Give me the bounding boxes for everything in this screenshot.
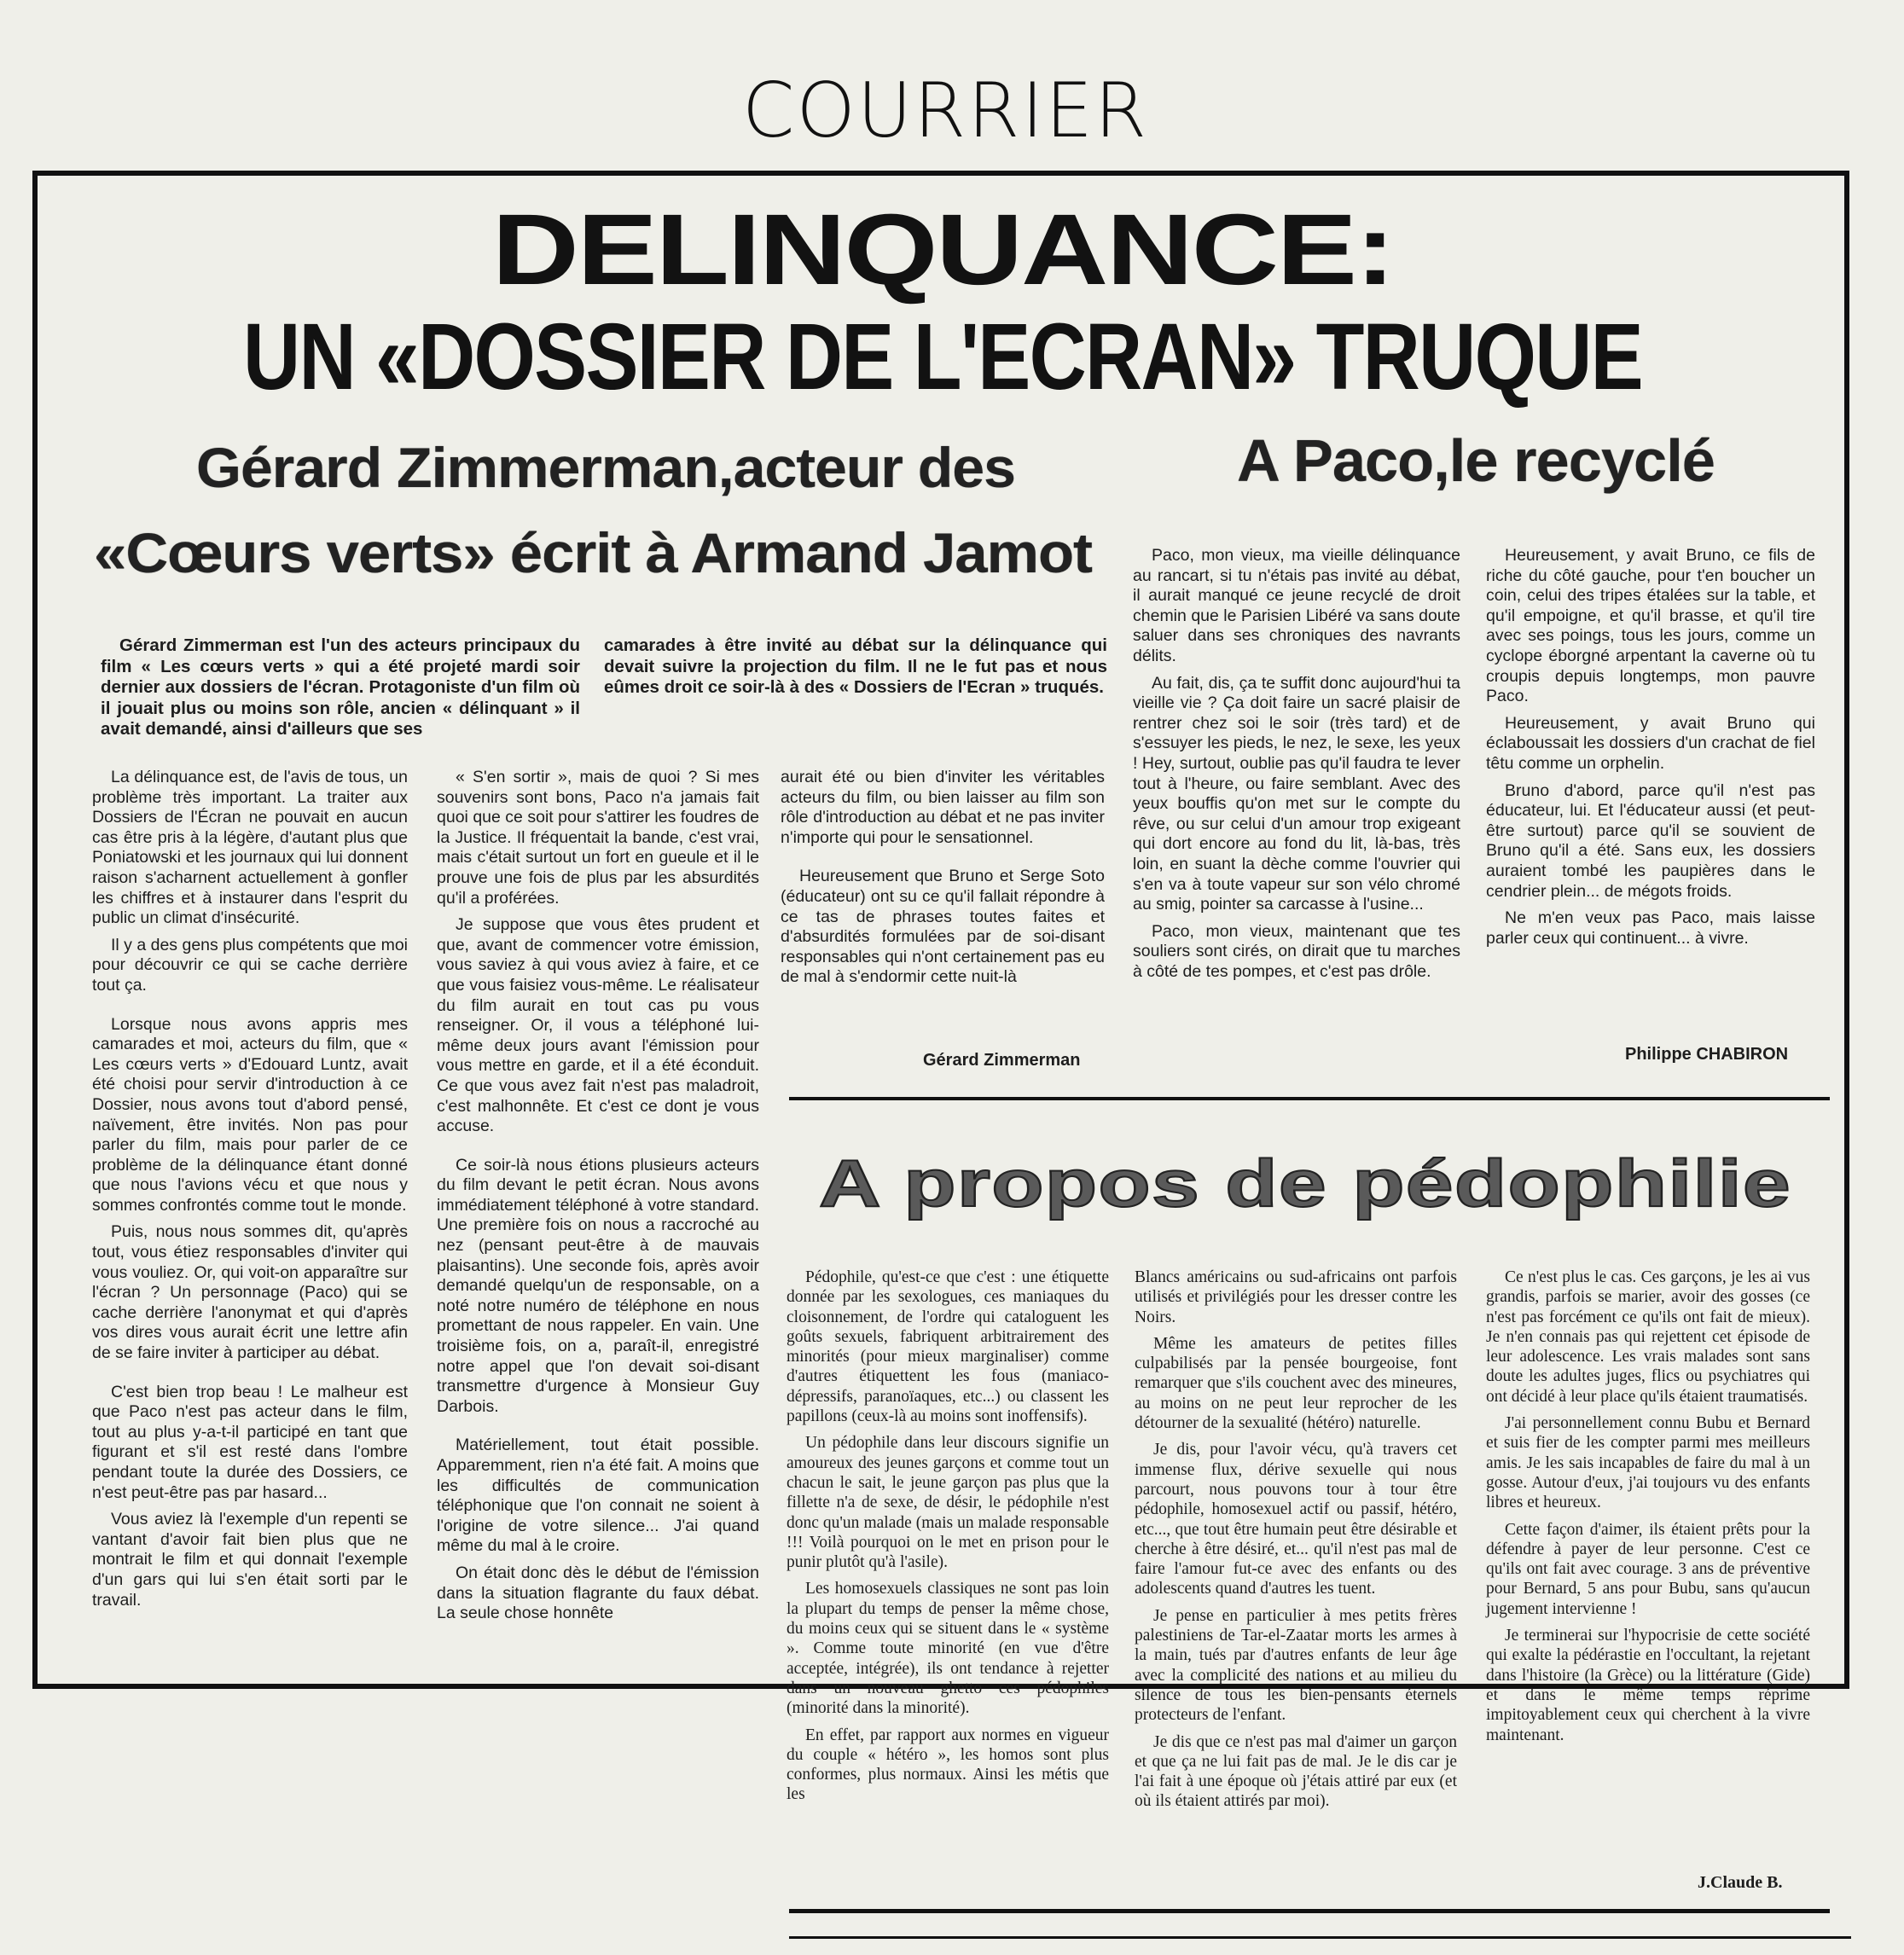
article1-title-line-2: «Cœurs verts» écrit à Armand Jamot [94,521,1092,584]
headline-line-2: UN «DOSSIER DE L'ECRAN» TRUQUE [243,305,1643,409]
paragraph: Même les amateurs de petites filles culpabilisés par la pensée bourgeoise, font remarquer que s'ils couchent avec des mineures, au moins on ne peut leur reprocher de les détourner de la sexualité (hétéro) naturelle. [1135,1334,1457,1433]
next-frame-top [789,1936,1851,1939]
paragraph: Paco, mon vieux, ma vieille délinquance au rancart, si tu n'étais pas invité au débat, il aurait manqué ce jeune recyclé de droit chemin que le Parisien Libéré va sans doute saluer dans ses chroniques des navrants délits. [1133,546,1460,665]
paragraph: Heureusement que Bruno et Serge Soto (éducateur) ont su ce qu'il fallait répondre à ce tas de phrases toutes faites et d'absurdités formulées par de soi-disant responsables qui n'ont certainement pas eu de mal à s'endormir cette nuit-là [781,867,1105,987]
article1-title-line-1: Gérard Zimmerman,acteur des [196,436,1015,499]
article1-lead-col2 [604,635,1107,699]
paragraph: Je terminerai sur l'hypocrisie de cette société qui exalte la pédérastie en l'occultant, la rejetant dans l'histoire (la Grèce) ou la littérature (Gide) et dans le même temps réprime impitoyablement ceux qui cherchent à la vivre maintenant. [1486,1627,1810,1744]
article3-signature: J.Claude B. [1698,1873,1783,1892]
paragraph: J'ai personnellement connu Bubu et Bernard et suis fier de les compter parmi mes meilleurs amis. Je les sais incapables de faire du mal à un gosse. Autour d'eux, j'ai toujours vu des enfants libres et heureux. [1486,1414,1810,1512]
paragraph: Lorsque nous avons appris mes camarades et moi, acteurs du film, que « Les cœurs verts » d'Edouard Luntz, avait été choisi pour servir d'introduction à ce Dossier, nous avons tout d'abord pensé, naïvement, être invités. Non pas pour parler du film, mais pour parler de ce problème de la délinquance étant donné que nous l'avions vécu et que nous y sommes confrontés comme tout le monde. [92,1014,408,1215]
paragraph: Pédophile, qu'est-ce que c'est : une étiquette donnée par les sexologues, ces maniaques du cloisonnement, de l'ordre qui cataloguent les goûts sexuels, fabriquent arbitrairement des minorités (pour mieux marginaliser) comme d'autres étiquettent les fous (maniaco-dépressifs, paranoïaques, etc...) ou classent les papillons (ceux-là au moins sont inoffensifs). [787,1268,1109,1426]
article3-title: A propos de pédophilie [819,1146,1791,1221]
paragraph: Ce n'est plus le cas. Ces garçons, je les ai vus grandis, parfois se marier, avoir des gosses (ce n'est pas forcément ce qu'ils ont fait de mieux). Je n'en connais pas qui rejettent cet épisode de leur adolescence. Les vrais malades sont sans doute les adultes juges, flics ou psychiatres qui ont décidé à leur place qu'ils étaient traumatisés. [1486,1268,1810,1406]
article2-column-1 [1133,546,1460,989]
article2-column-2 [1486,546,1815,955]
paragraph: « S'en sortir », mais de quoi ? Si mes souvenirs sont bons, Paco n'a jamais fait quoi que ce soit pour s'attirer les foudres de la Justice. Il fréquentait la bande, c'est vrai, mais c'était surtout un fort en gueule et il le prouve une fois de plus par les absurdités qu'il a proférées. [437,768,759,908]
section-divider [789,1097,1830,1100]
headline-line-1: DELINQUANCE: [491,194,1394,306]
paragraph: En effet, par rapport aux normes en vigueur du couple « hétéro », les homos sont plus conformes, plus normaux. Ainsi les métis que les [787,1726,1109,1804]
article3-column-3 [1486,1268,1810,1752]
article3-column-1 [787,1268,1109,1812]
paragraph: Vous aviez là l'exemple d'un repenti se vantant d'avoir fait bien plus que ne montrait le film et qui donnait l'exemple d'un gars qui lui s'en était sorti par le travail. [92,1510,408,1610]
paragraph: Ne m'en veux pas Paco, mais laisse parler ceux qui continuent... à vivre. [1486,908,1815,948]
bottom-rule [789,1909,1830,1913]
paragraph: Heureusement, y avait Bruno qui éclaboussait les dossiers d'un crachat de fiel têtu comme un orphelin. [1486,713,1815,773]
lead-paragraph: Gérard Zimmerman est l'un des acteurs principaux du film « Les cœurs verts » qui a été projeté mardi soir dernier aux dossiers de l'écran. Protagoniste d'un film où il jouait plus ou moins son rôle, ancien « délinquant » il avait demandé, ainsi d'ailleurs que ses [101,635,580,739]
article1-lead-col1 [101,635,580,740]
paragraph: On était donc dès le début de l'émission dans la situation flagrante du faux débat. La seule chose honnête [437,1563,759,1623]
paragraph: Matériellement, tout était possible. Apparemment, rien n'a été fait. A moins que les difficultés de communication téléphonique que l'on connait ne soient à l'origine de votre silence... J'ai quand même du mal à le croire. [437,1436,759,1556]
article1-signature: Gérard Zimmerman [923,1051,1081,1070]
lead-paragraph: camarades à être invité au débat sur la délinquance qui devait suivre la projection du film. Il ne le fut pas et nous eûmes droit ce soir-là à des « Dossiers de l'Ecran » truqués. [604,635,1107,697]
paragraph: Les homosexuels classiques ne sont pas loin la plupart du temps de penser la même chose, du moins ceux qui se situent dans le « système ». Comme toute minorité (en vue d'être acceptée, intégrée), ils ont tendance à rejetter dans un nouveau ghetto ces pédophiles (minorité dans la minorité). [787,1580,1109,1718]
paragraph: Ce soir-là nous étions plusieurs acteurs du film devant le petit écran. Nous avons immédiatement téléphoné à votre standard. Une première fois on nous a raccroché au nez (pensant peut-être à de mauvais plaisantins). Une seconde fois, après avoir demandé quelqu'un de responsable, on a noté notre numéro de téléphone en nous promettant de nous rappeler. En vain. Une troisième fois, on a, paraît-il, enregistré notre appel que l'on devait soi-disant transmettre d'urgence à Monsieur Guy Darbois. [437,1155,759,1416]
paragraph: Bruno d'abord, parce qu'il n'est pas éducateur, lui. Et l'éducateur aussi (et peut-être surtout) parce qu'il se souvient de Bruno qu'il a été. Sans eux, les dossiers auraient tombé les paupières dans le cendrier plein... de mégots froids. [1486,780,1815,901]
paragraph: Cette façon d'aimer, ils étaient prêts pour la défendre à payer de leur personne. C'est ce qu'ils ont fait avec courage. 3 ans de préventive pour Bernard, 5 ans pour Bubu, sans qu'aucun jugement intervienne ! [1486,1520,1810,1618]
article1-column-3 [781,768,1105,995]
paragraph: Puis, nous nous sommes dit, qu'après tout, vous étiez responsables d'inviter qui vous vouliez. Or, qui voit-on apparaître sur l'écran ? Un personnage (Paco) qui se cache derrière l'anonymat et qui d'après vos dires vous aurait écrit une lettre afin de se faire inviter à participer au débat. [92,1222,408,1363]
paragraph: Heureusement, y avait Bruno, ce fils de riche du côté gauche, pour t'en boucher un coin, celui des tripes étalées sur la table, et qu'il empoigne, et qu'il brasse, et qu'il tire avec ses poings, tous les jours, comme un cyclope éborgné arpentant la caverne où tu croupis depuis longtemps, mon pauvre Paco. [1486,546,1815,706]
paragraph: Je suppose que vous êtes prudent et que, avant de commencer votre émission, vous saviez à qui vous aviez à faire, et ce que vous faisiez vous-même. Le réalisateur du film aurait en tout cas pu vous renseigner. Or, il vous a téléphoné lui-même deux jours avant l'émission pour vous mettre en garde, et il a été éconduit. Ce que vous avez fait n'est pas maladroit, c'est malhonnête. Et c'est ce dont je vous accuse. [437,915,759,1136]
paragraph: Paco, mon vieux, maintenant que tes souliers sont cirés, on dirait que tu marches à côté de tes pompes, et c'est pas drôle. [1133,921,1460,981]
article1-column-2 [437,768,759,1631]
paragraph: aurait été ou bien d'inviter les véritables acteurs du film, ou bien laisser au film son rôle d'introduction au débat et ne pas inviter n'importe qui pour le sensationnel. [781,768,1105,847]
paragraph: Au fait, dis, ça te suffit donc aujourd'hui ta vieille vie ? Ça doit faire un sacré plaisir de rentrer chez soi le soir (très tard) et de s'essuyer les pieds, le nez, le sexe, les yeux ! Hey, surtout, oublie pas qu'il faudra te lever tout à l'heure, ou faire semblant. Avec des yeux bouffis qu'on met sur le compte du rêve, ou sur celui d'un amour trop exigeant qui dort encore au fond du lit, là-bas, très loin, en suant la dèche comme l'ouvrier qui s'en va à toute vapeur sur son vélo chromé au smig, pointer sa carcasse à l'usine... [1133,673,1460,914]
paragraph: Je dis que ce n'est pas mal d'aimer un garçon et que ça ne lui fait pas de mal. Je le dis car je l'ai fait à une époque où j'étais attiré par eux (et où ils étaient attirés par moi). [1135,1732,1457,1811]
section-label: COURRIER [742,67,1149,154]
paragraph: Un pédophile dans leur discours signifie un amoureux des jeunes garçons et comme tout un chacun le sait, le jeune garçon pas plus que la fillette n'a de sexe, de désir, le pédophile n'est donc qu'un malade (mais un malade responsable !!! Voilà pourquoi on le met en prison pour le punir plutôt qu'à l'asile). [787,1434,1109,1572]
article2-title: A Paco,le recyclé [1237,427,1715,494]
paragraph: Blancs américains ou sud-africains ont parfois utilisés et privilégiés pour les dresser contre les Noirs. [1135,1268,1457,1326]
article2-signature: Philippe CHABIRON [1625,1045,1789,1064]
article3-column-2 [1135,1268,1457,1819]
paragraph: Je pense en particulier à mes petits frères palestiniens de Tar-el-Zaatar morts les armes à la main, tués par d'autres enfants de leur âge avec la complicité des nations et au milieu du silence de tous les bien-pensants éternels protecteurs de l'enfant. [1135,1606,1457,1725]
article1-column-1 [92,768,408,1617]
paragraph: Il y a des gens plus compétents que moi pour découvrir ce qui se cache derrière tout ça. [92,935,408,995]
paragraph: C'est bien trop beau ! Le malheur est que Paco n'est pas acteur dans le film, tout au plus y-a-t-il participé en tant que figurant et s'il est resté dans l'ombre pendant toute la durée des Dossiers, ce n'est peut-être pas par hasard... [92,1382,408,1502]
paragraph: La délinquance est, de l'avis de tous, un problème très important. La traiter aux Dossiers de l'Écran ne pouvait en aucun cas être pris à la légère, d'autant plus que Poniatowski et les journaux qui lui donnent raison s'acharnent actuellement à gonfler les chiffres et à instaurer dans l'esprit du public un climat d'insécurité. [92,768,408,928]
paragraph: Je dis, pour l'avoir vécu, qu'à travers cet immense flux, dérive sexuelle qui nous parcourt, nous pouvons tour à tour être pédophile, homosexuel actif ou passif, hétéro, etc..., que tout être humain peut être désirable et cherche à être désiré, et... qu'il n'est pas mal de faire l'amour fut-ce avec des enfants ou des adolescents quand d'autres les tuent. [1135,1441,1457,1598]
